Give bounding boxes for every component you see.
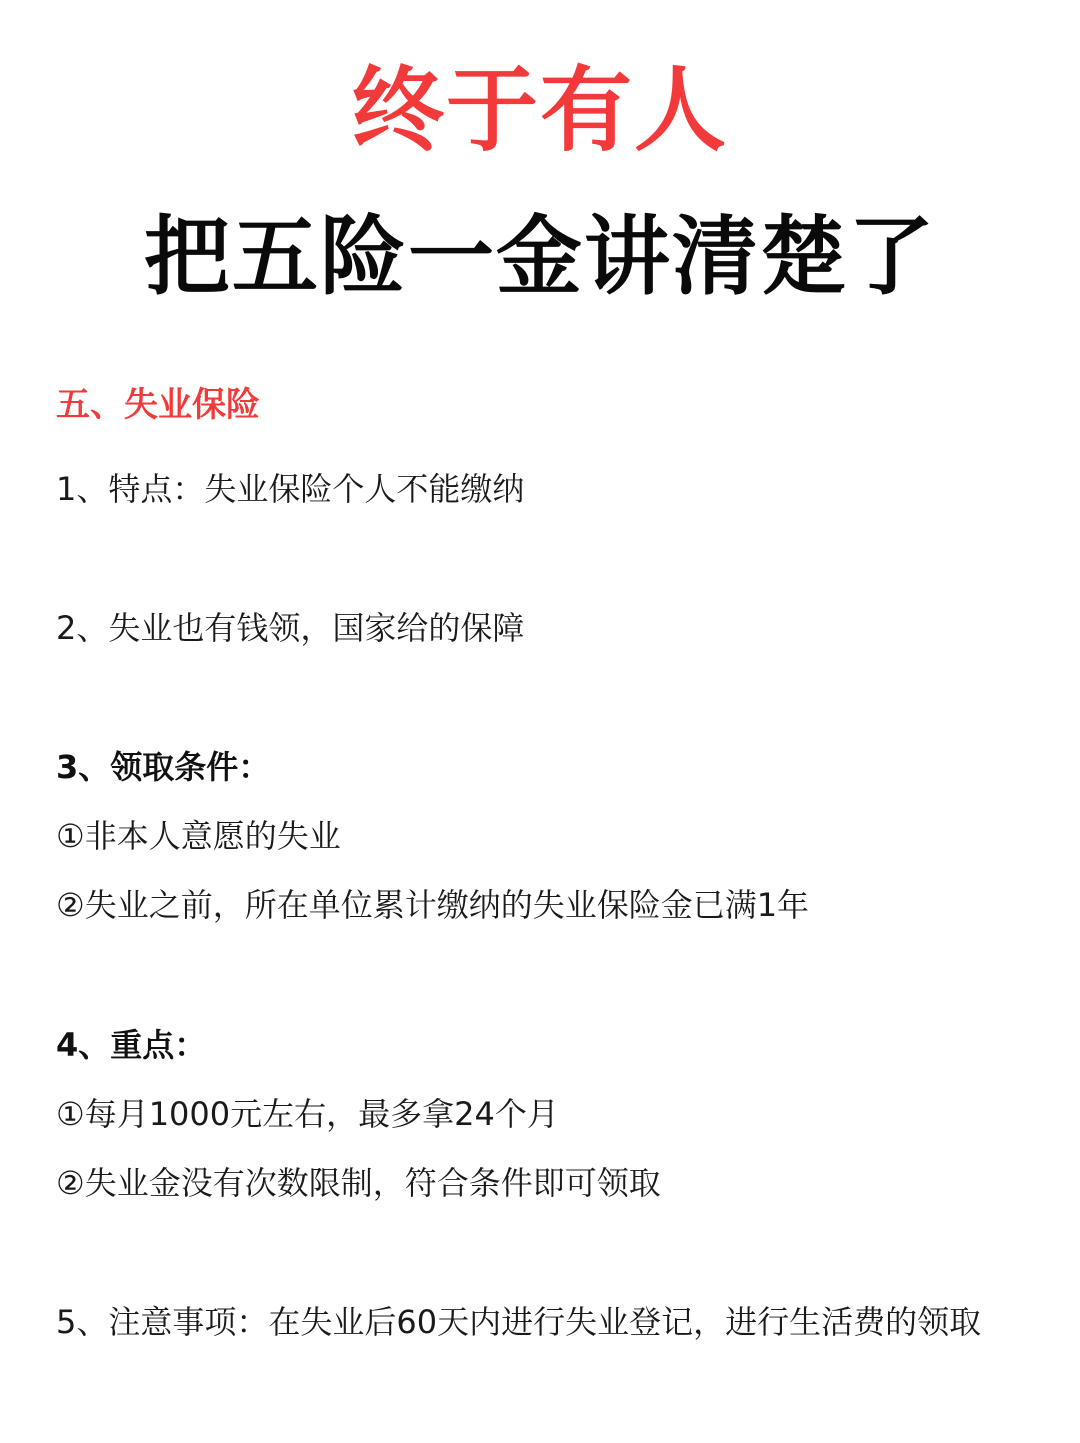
list-item-2: 2、失业也有钱领，国家给的保障: [56, 609, 525, 647]
title-line-1: 终于有人: [351, 57, 728, 164]
list-item-4-heading: 4、重点：: [56, 1026, 207, 1064]
list-item-5: 5、注意事项：在失业后60天内进行失业登记，进行生活费的领取: [56, 1303, 982, 1341]
list-item-4-sub-2: ②失业金没有次数限制，符合条件即可领取: [56, 1164, 661, 1202]
list-item-4-sub-1: ①每月1000元左右，最多拿24个月: [56, 1095, 559, 1133]
list-item-3-heading: 3、领取条件：: [56, 748, 271, 786]
section-heading: 五、失业保险: [56, 385, 260, 425]
list-item-3-sub-2: ②失业之前，所在单位累计缴纳的失业保险金已满1年: [56, 886, 810, 924]
list-item-3-sub-1: ①非本人意愿的失业: [56, 817, 341, 855]
list-item-1: 1、特点：失业保险个人不能缴纳: [56, 470, 525, 508]
title-line-2: 把五险一金讲清楚了: [144, 207, 936, 307]
